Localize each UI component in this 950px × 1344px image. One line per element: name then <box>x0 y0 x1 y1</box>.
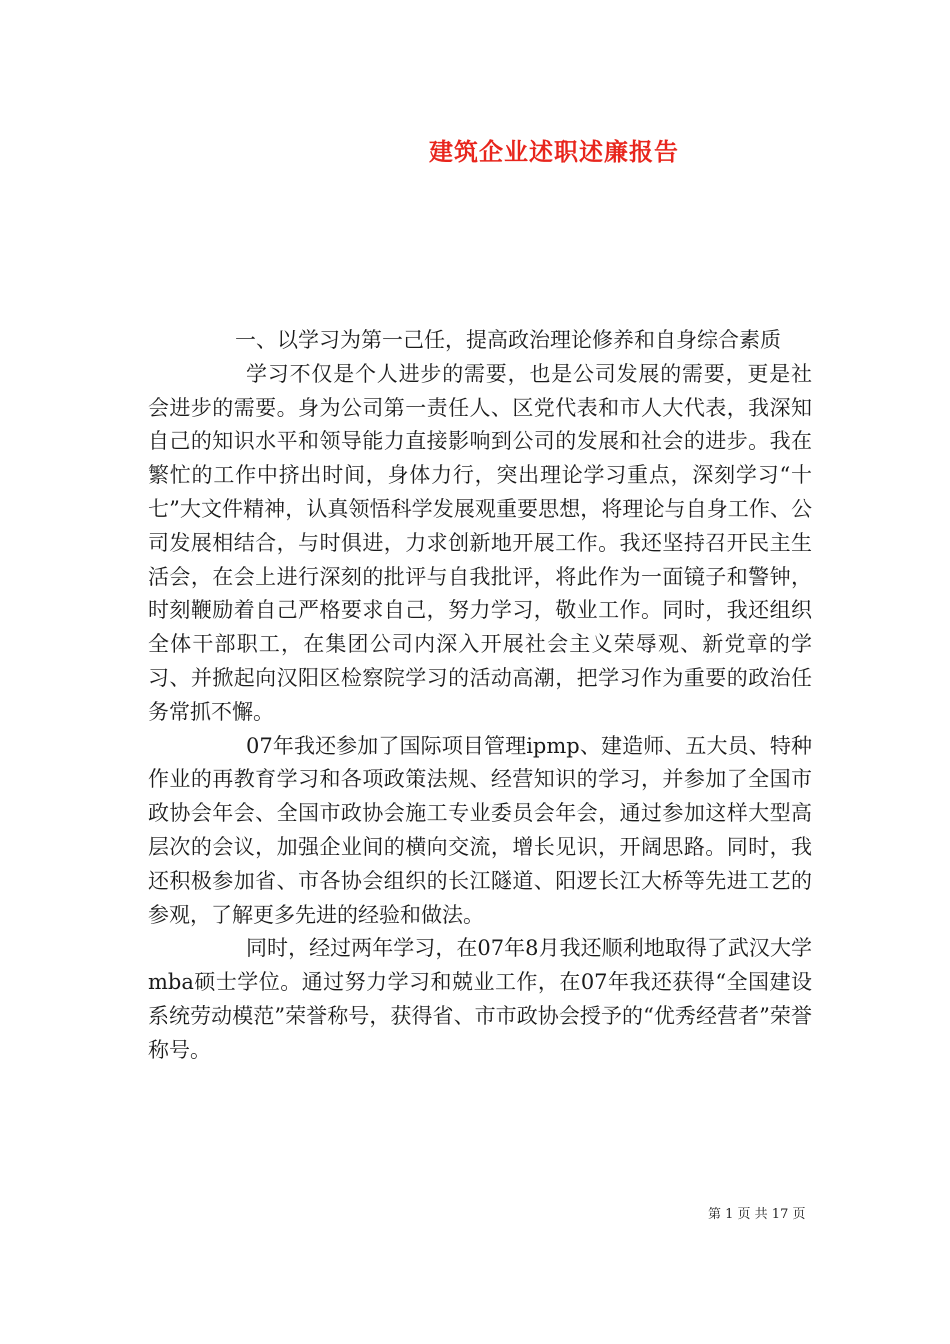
section-heading: 一、以学习为第一己任，提高政治理论修养和自身综合素质 <box>235 328 781 352</box>
body-paragraph-3: 同时，经过两年学习，在07年8月我还顺利地取得了武汉大学mba硕士学位。通过努力学习和兢业工作，在07年我还获得“全国建设系统劳动模范”荣誉称号，获得省、市市政协会授予的“优秀经营者”荣誉称号。 <box>148 936 812 1062</box>
body-paragraph-2: 07年我还参加了国际项目管理ipmp、建造师、五大员、特种作业的再教育学习和各项政策法规、经营知识的学习，并参加了全国市政协会年会、全国市政协会施工专业委员会年会，通过参加这样大型高层次的会议，加强企业间的横向交流，增长见识，开阔思路。同时，我还积极参加省、市各协会组织的长江隧道、阳逻长江大桥等先进工艺的参观，了解更多先进的经验和做法。 <box>148 733 812 927</box>
body-paragraph-1: 学习不仅是个人进步的需要，也是公司发展的需要，更是社会进步的需要。身为公司第一责任人、区党代表和市人大代表，我深知自己的知识水平和领导能力直接影响到公司的发展和社会的进步。我在繁忙的工作中挤出时间，身体力行，突出理论学习重点，深刻学习“十七”大文件精神，认真领悟科学发展观重要思想，将理论与自身工作、公司发展相结合，与时俱进，力求创新地开展工作。我还坚持召开民主生活会，在会上进行深刻的批评与自我批评，将此作为一面镜子和警钟，时刻鞭励着自己严格要求自己，努力学习，敬业工作。同时，我还组织全体干部职工，在集团公司内深入开展社会主义荣辱观、新党章的学习、并掀起向汉阳区检察院学习的活动高潮，把学习作为重要的政治任务常抓不懈。 <box>148 361 812 724</box>
document-title: 建筑企业述职述廉报告 <box>429 137 679 166</box>
page-number: 第 1 页 共 17 页 <box>708 1207 806 1222</box>
document-body <box>148 324 812 1068</box>
